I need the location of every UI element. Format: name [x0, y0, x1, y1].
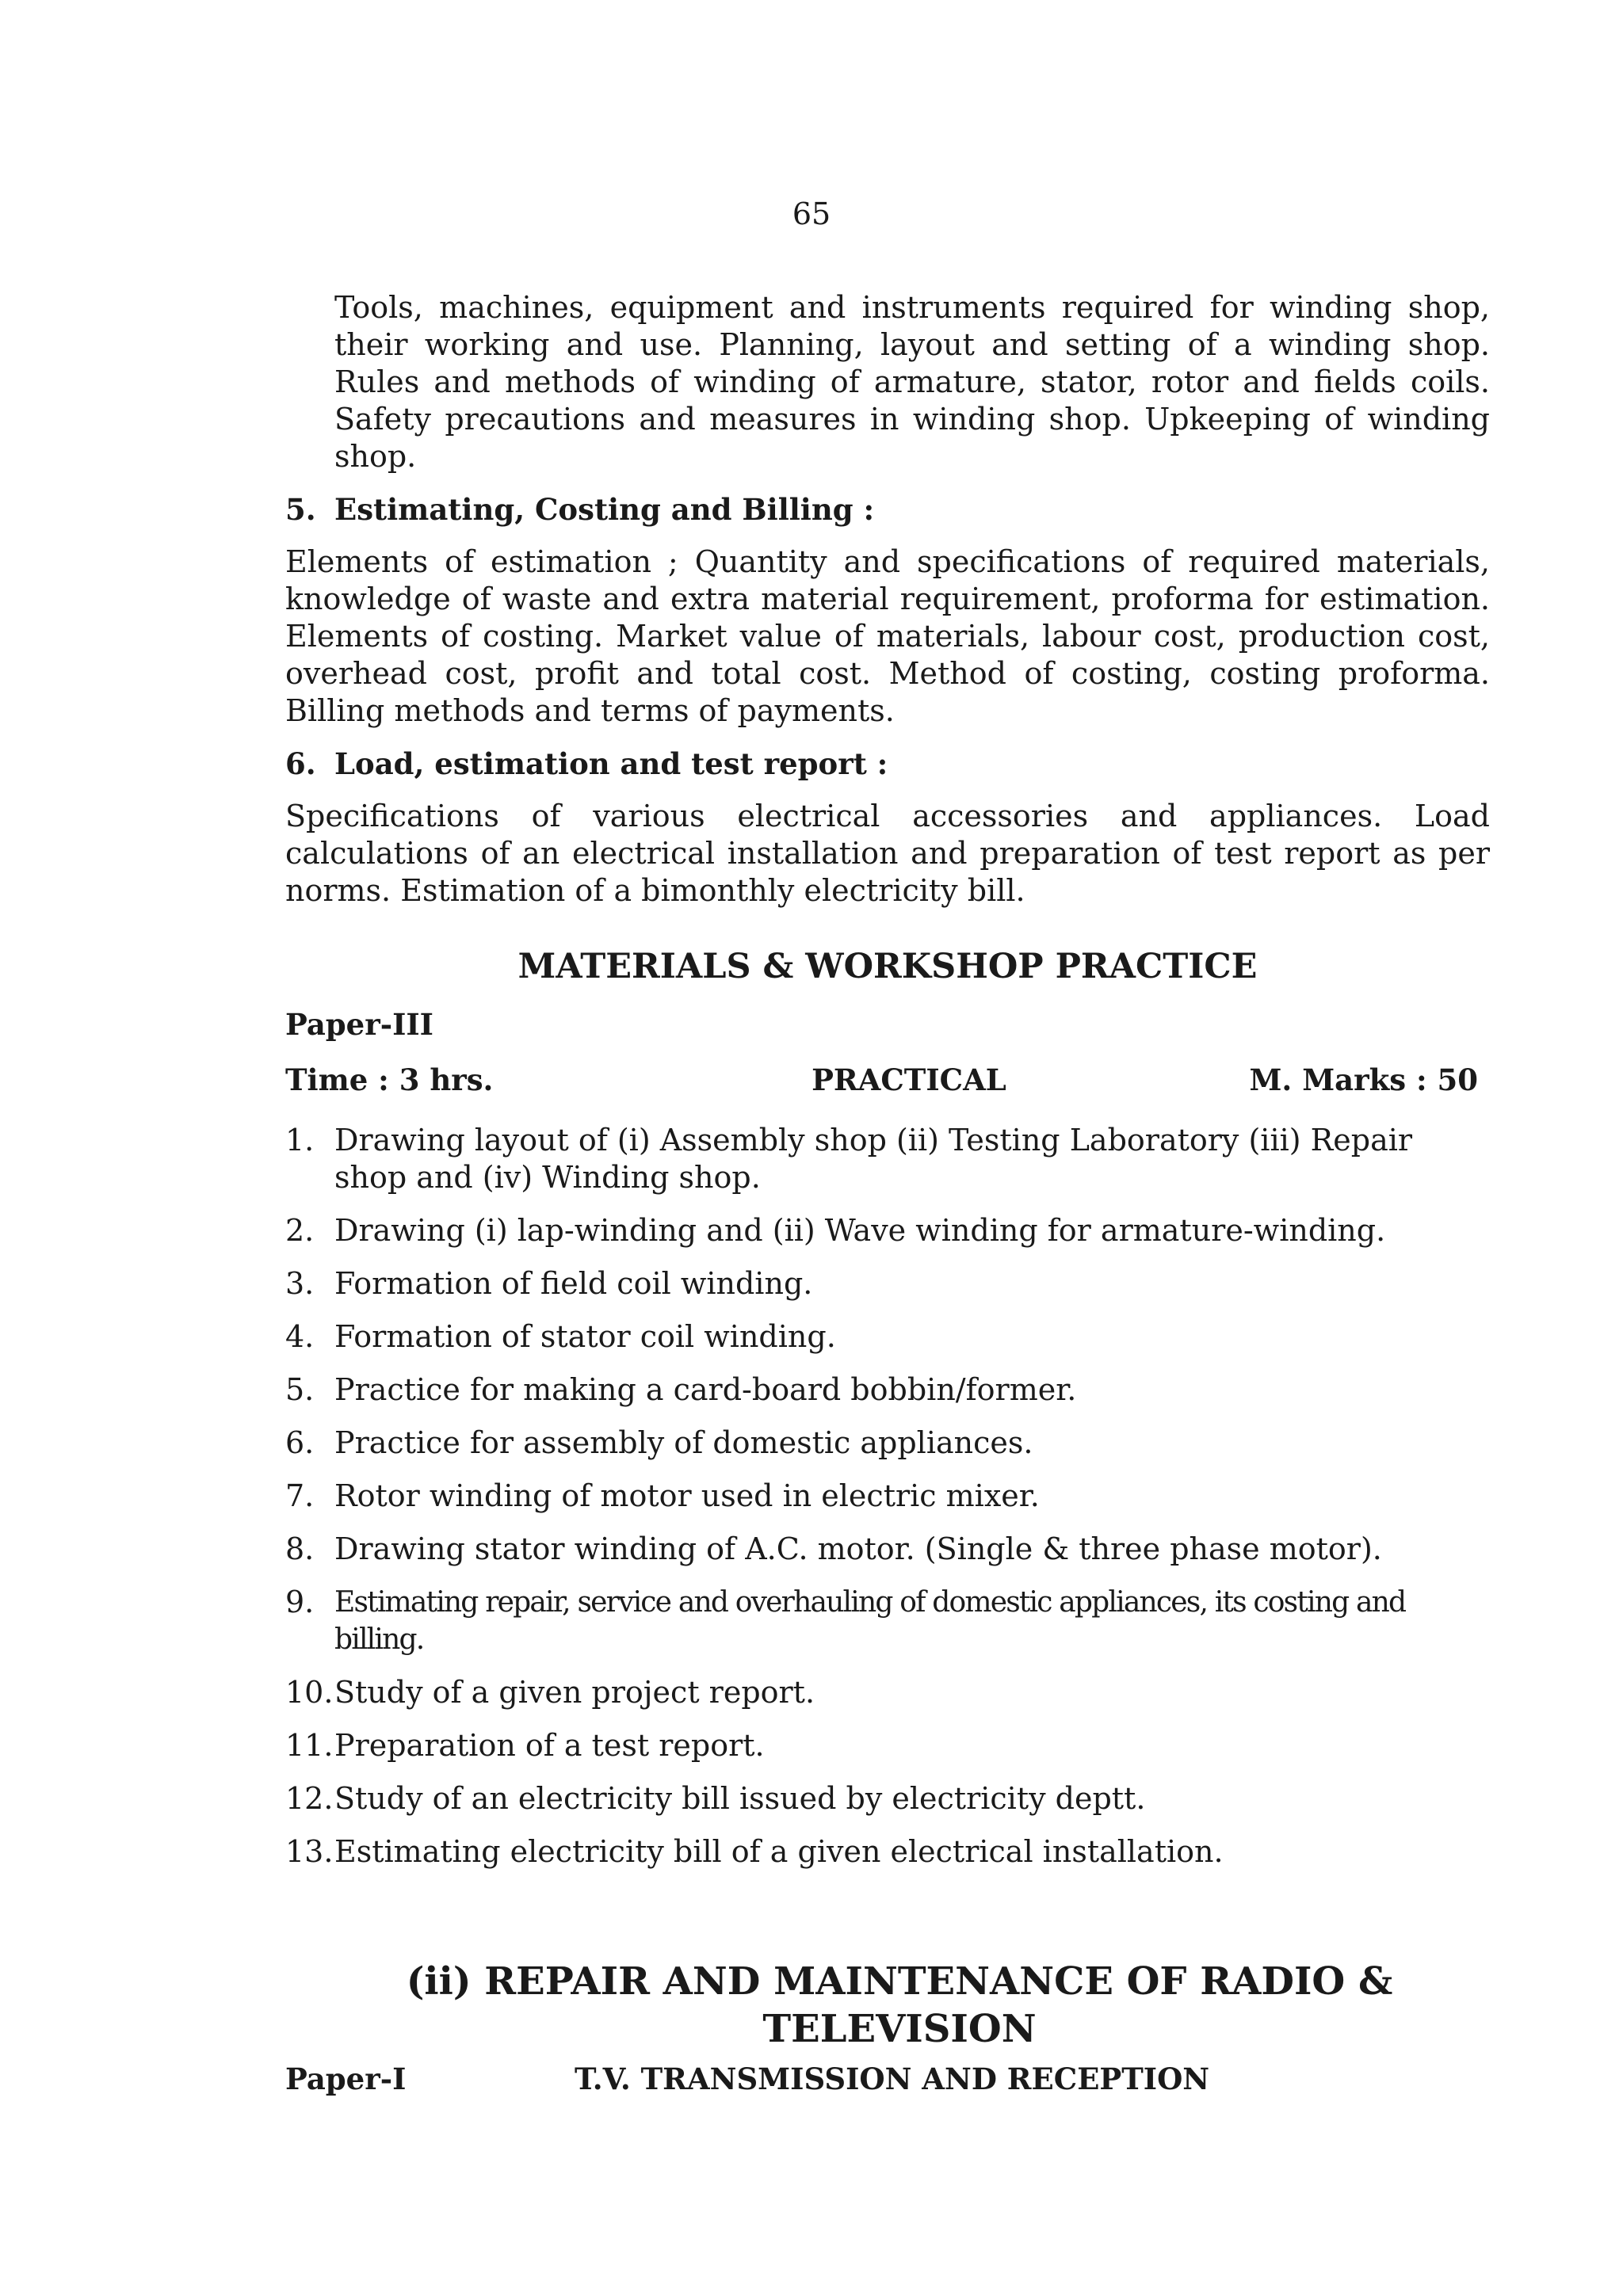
section-title: Estimating, Costing and Billing : — [334, 492, 875, 527]
next-section-paper-row — [285, 2059, 1490, 2099]
list-item — [285, 1833, 1490, 1871]
list-item-text: Drawing stator winding of A.C. motor. (Single & three phase motor). — [334, 1531, 1382, 1566]
list-item-text: Study of a given project report. — [334, 1675, 815, 1710]
section-body-load: Specifications of various electrical accessories and appliances. Load calculations of an electrical installation and preparation of test report as per norms. Estimation of a bimonthly electricity bill. — [285, 799, 1490, 908]
list-item-text: Drawing (i) lap-winding and (ii) Wave winding for armature-winding. — [334, 1213, 1386, 1248]
practice-list — [285, 1122, 1490, 1871]
list-item-text: Practice for making a card-board bobbin/former. — [334, 1372, 1077, 1407]
page-content — [285, 289, 1490, 2099]
next-section-title: (ii) REPAIR AND MAINTENANCE OF RADIO & TELEVISION — [406, 1959, 1393, 2051]
list-item-number: 3. — [285, 1266, 315, 1301]
time-label: Time : 3 hrs. — [285, 1062, 494, 1097]
exam-info-row — [285, 1060, 1478, 1100]
list-item-number: 8. — [285, 1531, 315, 1566]
section-heading-load — [285, 744, 1490, 784]
list-item-number: 7. — [285, 1478, 315, 1513]
section-heading-estimating — [285, 490, 1490, 529]
section-title: Load, estimation and test report : — [334, 746, 888, 781]
list-item — [285, 1212, 1490, 1249]
list-item-number: 12. — [285, 1781, 334, 1816]
list-item-text: Formation of stator coil winding. — [334, 1319, 836, 1354]
list-item — [285, 1318, 1490, 1356]
list-item-number: 5. — [285, 1372, 315, 1407]
list-item — [285, 1478, 1490, 1515]
list-item — [285, 1584, 1490, 1658]
list-item-text: Formation of field coil winding. — [334, 1266, 813, 1301]
paper-label: Paper-III — [285, 1007, 433, 1042]
practice-title: MATERIALS & WORKSHOP PRACTICE — [517, 947, 1258, 986]
list-item-number: 10. — [285, 1675, 334, 1710]
list-item-text: Drawing layout of (i) Assembly shop (ii) Testing Laboratory (iii) Repair shop and (iv) Winding shop. — [334, 1123, 1413, 1195]
list-item — [285, 1674, 1490, 1711]
list-item-number: 13. — [285, 1834, 334, 1869]
list-item-text: Rotor winding of motor used in electric mixer. — [334, 1478, 1040, 1513]
next-paper-label: Paper-I — [285, 2061, 407, 2096]
list-item-number: 1. — [285, 1123, 315, 1158]
section-number: 5. — [285, 492, 316, 527]
list-item-text: Estimating electricity bill of a given electrical installation. — [334, 1834, 1224, 1869]
list-item — [285, 1122, 1490, 1196]
list-item — [285, 1265, 1490, 1302]
list-item — [285, 1727, 1490, 1764]
list-item-text: Study of an electricity bill issued by electricity deptt. — [334, 1781, 1146, 1816]
list-item-number: 6. — [285, 1425, 315, 1460]
next-paper-subject: T.V. TRANSMISSION AND RECEPTION — [575, 2061, 1210, 2096]
list-item — [285, 1425, 1490, 1462]
list-item-text: Preparation of a test report. — [334, 1728, 765, 1763]
page-number: 65 — [792, 196, 831, 231]
intro-paragraph: Tools, machines, equipment and instruments required for winding shop, their working and use. Planning, layout and setting of a winding shop. Rules and methods of winding of armature, stator, rotor and fields coils. Safety precautions and measures in winding shop. Upkeeping of winding shop. — [334, 290, 1490, 474]
marks-label: M. Marks : 50 — [1249, 1062, 1478, 1097]
list-item — [285, 1531, 1490, 1568]
list-item-text: Estimating repair, service and overhauling of domestic appliances, its costing and billing. — [334, 1586, 1406, 1656]
list-item-text: Practice for assembly of domestic appliances. — [334, 1425, 1033, 1460]
section-body-estimating: Elements of estimation ; Quantity and specifications of required materials, knowledge of waste and extra material requirement, proforma for estimation. Elements of costing. Market value of materials, labour cost, production cost, overhead cost, profit and total cost. Method of costing, costing proforma. Billing methods and terms of payments. — [285, 544, 1490, 728]
list-item-number: 4. — [285, 1319, 315, 1354]
list-item-number: 9. — [285, 1585, 315, 1619]
section-number: 6. — [285, 746, 316, 781]
list-item — [285, 1371, 1490, 1409]
list-item-number: 11. — [285, 1728, 334, 1763]
practical-label: PRACTICAL — [812, 1062, 1006, 1097]
list-item-number: 2. — [285, 1213, 315, 1248]
list-item — [285, 1780, 1490, 1817]
